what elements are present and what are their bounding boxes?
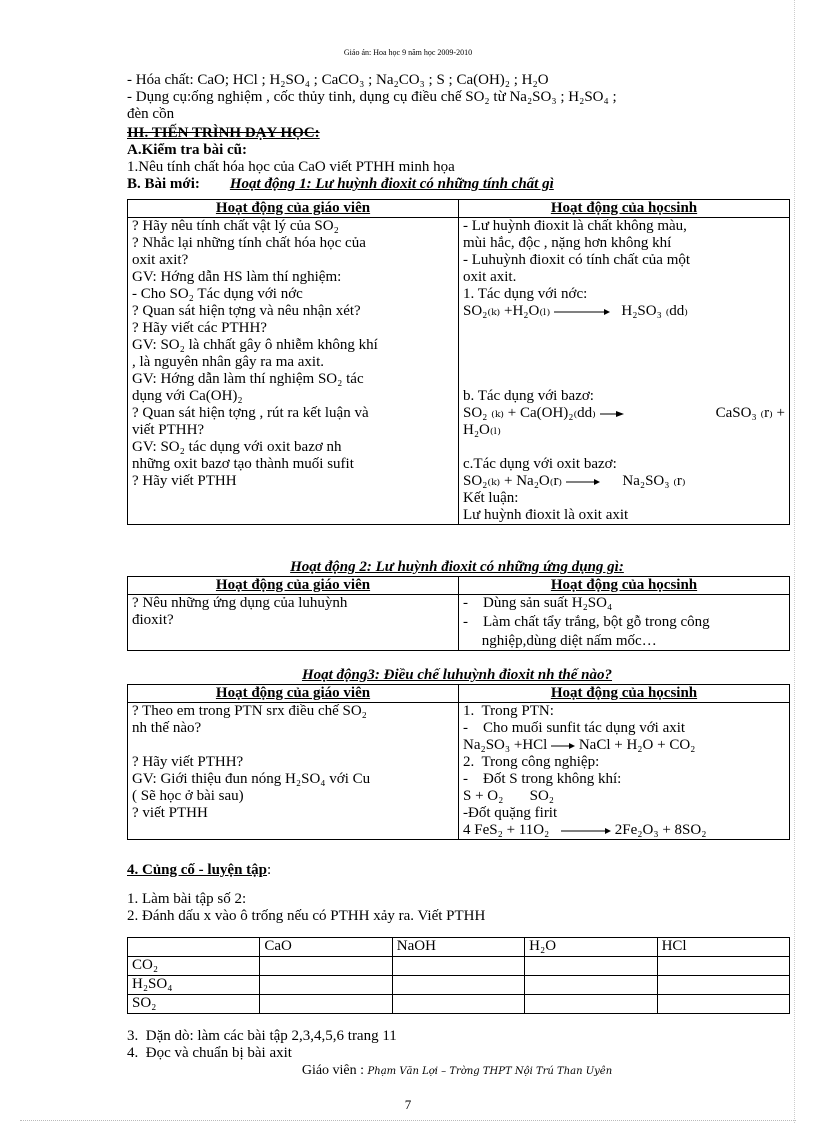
lab-title: 1. Trong PTN: (463, 703, 554, 719)
grid-cell[interactable] (260, 976, 392, 995)
teacher-footer (127, 1062, 787, 1080)
teacher-line: oxit axit? (132, 252, 189, 268)
teacher-line: GV: Hớng dẫn làm thí nghiệm SO₂ tác (132, 371, 364, 387)
reaction-arrow-icon (553, 827, 611, 835)
process-heading: III. TIẾN TRÌNH DẠY HỌC: (127, 125, 320, 141)
student-line: mùi hắc, độc , nặng hơn không khí (463, 235, 672, 251)
activity1-header-row (128, 200, 790, 218)
grid-header-cell (128, 938, 260, 957)
activity2-header-row (128, 577, 790, 595)
grid-row (128, 957, 790, 976)
teacher-line: ? viết PTHH (132, 805, 208, 821)
task-4: 4. Đọc và chuẩn bị bài axit (127, 1045, 292, 1061)
teacher-line: ? Quan sát hiện tợng và nêu nhận xét? (132, 303, 361, 319)
consolidation-title: 4. Củng cố - luyện tập (127, 862, 268, 878)
grid-cell[interactable] (525, 957, 657, 976)
check-question: 1.Nêu tính chất hóa học của CaO viết PTHH minh họa (127, 159, 455, 175)
activity3-table (127, 684, 790, 840)
check-heading: A.Kiểm tra bài cũ: (127, 142, 247, 158)
teacher-line: những oxit bazơ tạo thành muối sufit (132, 456, 354, 472)
teacher-line: ? Theo em trong PTN srx điều chế SO₂ (132, 703, 367, 719)
activity2-table (127, 576, 790, 651)
grid-row (128, 976, 790, 995)
grid-cell[interactable] (392, 976, 524, 995)
grid-header-cell: HCl (657, 938, 789, 957)
conclusion-text: Lư huỳnh đioxit là oxit axit (463, 507, 629, 523)
student-line: oxit axit. (463, 269, 517, 285)
student-line: - Lư huỳnh đioxit là chất không màu, (463, 218, 687, 234)
task-1: 1. Làm bài tập số 2: (127, 891, 247, 907)
new-lesson-line (127, 176, 787, 193)
grid-cell[interactable] (260, 957, 392, 976)
teacher-header: Hoạt động của giáo viên (128, 200, 459, 218)
teacher-line: ? Hãy viết PTHH (132, 473, 237, 489)
grid-row-label: H₂SO₄ (128, 976, 260, 995)
equation-right: Na₂SO₃ ₍r₎ (622, 473, 686, 489)
grid-row-label: CO₂ (128, 957, 260, 976)
teacher-line: ? Hãy viết các PTHH? (132, 320, 267, 336)
base-equation-tail: H₂O₍ₗ₎ (463, 422, 501, 438)
grid-cell[interactable] (392, 957, 524, 976)
teacher-line: ? Hãy nêu tính chất vật lý của SO₂ (132, 218, 339, 234)
teacher-line: GV: SO₂ tác dụng với oxit bazơ nh (132, 439, 342, 455)
consolidation-heading (127, 862, 787, 879)
activity2-teacher-cell (128, 595, 459, 651)
reaction-grid (127, 937, 790, 1014)
grid-header-cell: NaOH (392, 938, 524, 957)
activity3-student-cell (459, 703, 790, 840)
grid-header-cell: H₂O (525, 938, 657, 957)
teacher-line: , là nguyên nhân gây ra ma axit. (132, 354, 325, 370)
margin-rule (794, 0, 795, 1123)
teacher-line: GV: Hớng dẫn HS làm thí nghiệm: (132, 269, 342, 285)
teacher-header: Hoạt động của giáo viên (128, 685, 459, 703)
equation-right: H₂SO₃ ₍dd₎ (621, 303, 688, 319)
grid-cell[interactable] (525, 995, 657, 1014)
grid-cell[interactable] (525, 976, 657, 995)
activity3-header-row (128, 685, 790, 703)
grid-cell[interactable] (260, 995, 392, 1014)
tools-line: - Dụng cụ:ống nghiệm , cốc thủy tinh, dụng cụ điều chế SO₂ từ Na₂SO₃ ; H₂SO₄ ; (127, 89, 617, 105)
grid-row-label: SO₂ (128, 995, 260, 1014)
lab-step: - Cho muối sunfit tác dụng với axit (463, 720, 686, 736)
reaction-arrow-icon (600, 410, 624, 418)
oxide-equation (463, 473, 785, 490)
teacher-line: ? Nhắc lại những tính chất hóa học của (132, 235, 366, 251)
equation-right: CaSO₃ ₍r₎ + (715, 405, 785, 421)
reaction-arrow-icon (566, 478, 600, 486)
industry-equation: S + O₂ SO₂ (463, 788, 555, 804)
teacher-line: ? Nêu những ứng dụng của luhuỳnh (132, 595, 348, 611)
teacher-line: GV: SO₂ là chhất gây ô nhiễm không khí (132, 337, 378, 353)
grid-row (128, 995, 790, 1014)
task-3: 3. Dặn dò: làm các bài tập 2,3,4,5,6 trang 11 (127, 1028, 397, 1044)
equation-left: Na₂SO₃ +HCl (463, 737, 548, 753)
equation-left: SO₂₍ₖ₎ + Na₂O₍r₎ (463, 473, 563, 489)
teacher-line: ? Hãy viết PTHH? (132, 754, 244, 770)
consolidation-colon: : (267, 862, 272, 878)
student-header: Hoạt động của họcsinh (459, 685, 790, 703)
student-line: - Làm chất tẩy trắng, bột gỗ trong công (463, 614, 710, 630)
base-equation (463, 405, 785, 422)
activity2-body-row (128, 595, 790, 651)
grid-header-row (128, 938, 790, 957)
activity1-body-row (128, 218, 790, 525)
student-header: Hoạt động của họcsinh (459, 577, 790, 595)
equation-left: SO₂ ₍ₖ₎ + Ca(OH)₂₍dd₎ (463, 405, 596, 421)
teacher-line: đioxit? (132, 612, 174, 628)
grid-header-cell: CaO (260, 938, 392, 957)
conclusion-title: Kết luận: (463, 490, 519, 506)
teacher-signature: Phạm Văn Lợi – Trờng THPT Nội Trú Than Uyên (367, 1066, 613, 1077)
new-lesson-label: B. Bài mới: (127, 176, 200, 192)
activity2-student-cell (459, 595, 790, 651)
activity1-table (127, 199, 790, 525)
student-header: Hoạt động của họcsinh (459, 200, 790, 218)
activity3-body-row (128, 703, 790, 840)
activity3-title: Hoạt động3: Điều chế luhuỳnh đioxit nh thế nào? (301, 667, 613, 683)
equation-right: 2Fe₂O₃ + 8SO₂ (614, 822, 707, 838)
teacher-line: ( Sẽ học ở bài sau) (132, 788, 244, 804)
grid-cell[interactable] (392, 995, 524, 1014)
equation-left: 4 FeS₂ + 11O₂ (463, 822, 550, 838)
activity2-title: Hoạt động 2: Lư huỳnh đioxit có những ứng dụng gì: (290, 559, 624, 575)
reaction-arrow-icon (551, 742, 575, 750)
base-reaction-title: b. Tác dụng với bazơ: (463, 388, 594, 404)
tools-line-2: đèn cồn (127, 106, 175, 122)
teacher-line: - Cho SO₂ Tác dụng với nớc (132, 286, 303, 302)
running-header: Giáo án: Hoa học 9 năm học 2009-2010 (343, 48, 473, 57)
industry-step: - Đốt S trong không khí: (463, 771, 622, 787)
equation-left: SO₂₍ₖ₎ +H₂O₍ₗ₎ (463, 303, 551, 319)
teacher-line: GV: Giới thiệu đun nóng H₂SO₄ với Cu (132, 771, 371, 787)
pyrite-equation (463, 822, 785, 839)
grid-cell[interactable] (657, 976, 789, 995)
water-reaction-title: 1. Tác dụng với nớc: (463, 286, 588, 302)
grid-cell[interactable] (657, 995, 789, 1014)
activity1-teacher-cell (128, 218, 459, 525)
industry-title: 2. Trong công nghiệp: (463, 754, 600, 770)
teacher-header: Hoạt động của giáo viên (128, 577, 459, 595)
oxide-reaction-title: c.Tác dụng với oxit bazơ: (463, 456, 617, 472)
student-line: - Dùng sản suất H₂SO₄ (463, 595, 613, 611)
page-number: 7 (404, 1097, 412, 1112)
chemicals-line: - Hóa chất: CaO; HCl ; H₂SO₄ ; CaCO₃ ; Na₂CO₃ ; S ; Ca(OH)₂ ; H₂O (127, 72, 549, 88)
pyrite-step: -Đốt quặng firit (463, 805, 558, 821)
student-line: nghiệp,dùng diệt nấm mốc… (463, 633, 657, 649)
task-2: 2. Đánh dấu x vào ô trống nếu có PTHH xảy ra. Viết PTHH (127, 908, 486, 924)
bottom-rule (20, 1120, 796, 1121)
lab-equation (463, 737, 785, 754)
water-equation (463, 303, 785, 320)
activity1-title: Hoạt động 1: Lư huỳnh đioxit có những tính chất gì (229, 176, 554, 192)
activity3-teacher-cell (128, 703, 459, 840)
activity1-student-cell (459, 218, 790, 525)
teacher-label: Giáo viên : (301, 1063, 365, 1078)
grid-cell[interactable] (657, 957, 789, 976)
student-line: - Luhuỳnh đioxit có tính chất của một (463, 252, 691, 268)
teacher-line: dụng với Ca(OH)₂ (132, 388, 243, 404)
teacher-line: viết PTHH? (132, 422, 205, 438)
content (127, 72, 787, 1080)
teacher-line: ? Quan sát hiện tợng , rút ra kết luận và (132, 405, 369, 421)
teacher-line: nh thế nào? (132, 720, 202, 736)
reaction-arrow-icon (554, 308, 610, 316)
equation-right: NaCl + H₂O + CO₂ (578, 737, 696, 753)
